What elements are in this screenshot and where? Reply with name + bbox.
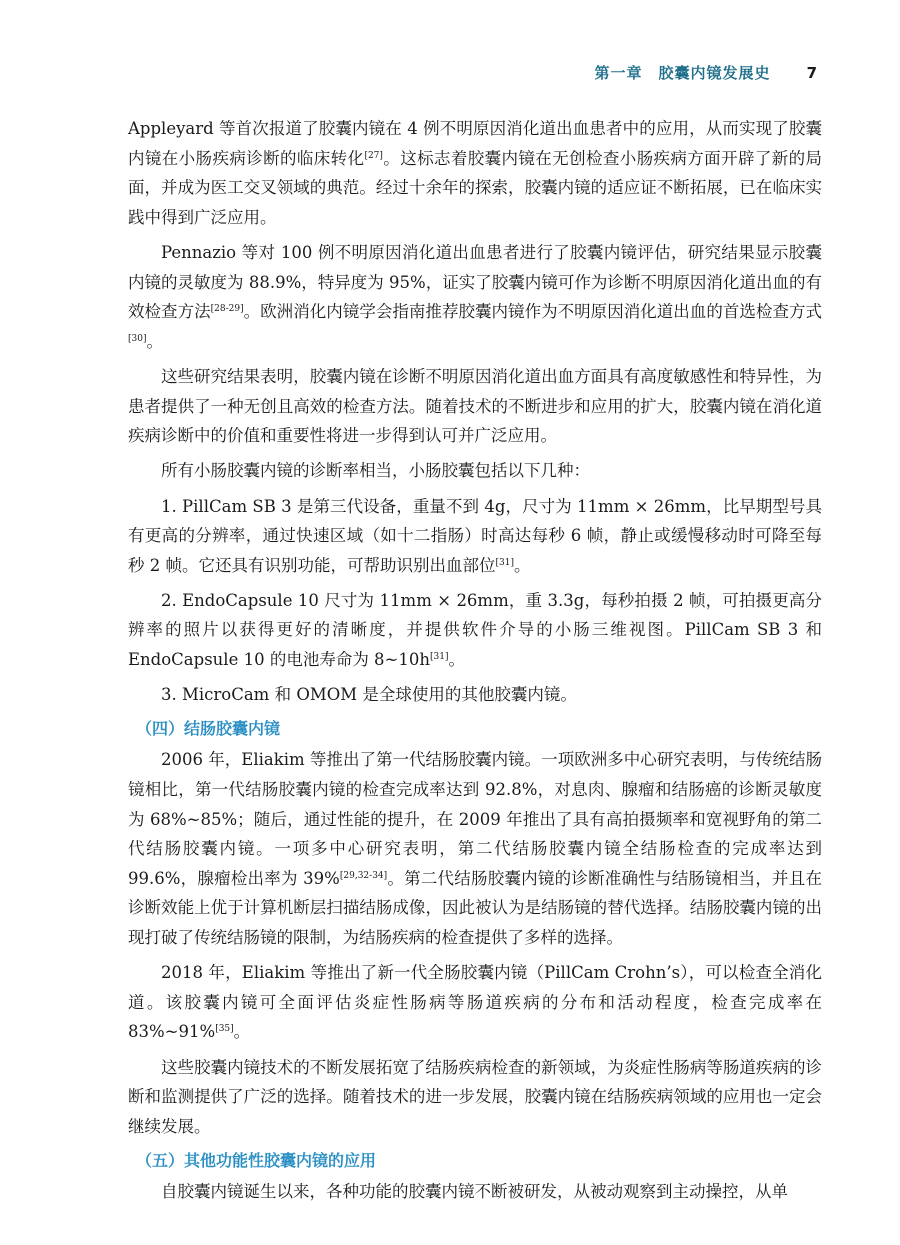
paragraph-text: 3. MicroCam 和 OMOM 是全球使用的其他胶囊内镜。 — [161, 685, 577, 705]
page-body — [128, 114, 822, 1212]
page-number: 7 — [806, 64, 818, 82]
section-heading-colon-capsule: （四）结肠胶囊内镜 — [136, 719, 281, 739]
paragraph — [128, 362, 822, 451]
paragraph — [128, 1053, 822, 1142]
list-item — [128, 586, 822, 675]
chapter-title: 第一章 胶囊内镜发展史 — [594, 64, 771, 82]
paragraph-text: 。这标志着胶囊内镜在无创检查小肠疾病方面开辟了新的局面，并成为医工交叉领域的典范。经过十余年的探索，胶囊内镜的适应证不断拓展，已在临床实践中得到广泛应用。 — [128, 148, 823, 227]
paragraph-text: 2018 年，Eliakim 等推出了新一代全肠胶囊内镜（PillCam Crohn’s），可以检查全消化道。该胶囊内镜可全面评估炎症性肠病等肠道疾病的分布和活动程度，检查完成率在 83%~91% — [128, 963, 822, 1042]
paragraph-text: 所有小肠胶囊内镜的诊断率相当，小肠胶囊包括以下几种： — [161, 461, 590, 481]
paragraph — [128, 958, 822, 1047]
section-heading-other-capsules: （五）其他功能性胶囊内镜的应用 — [136, 1150, 377, 1170]
paragraph — [128, 1177, 822, 1207]
paragraph-text: 1. PillCam SB 3 是第三代设备，重量不到 4g，尺寸为 11mm × 26mm，比早期型号具有更高的分辨率，通过快速区域（如十二指肠）时高达每秒 6 帧，静止或缓慢移动时可降至每秒 2 帧。它还具有识别功能，可帮助识别出血部位 — [128, 496, 822, 575]
paragraph — [128, 238, 822, 356]
paragraph-text: 这些胶囊内镜技术的不断发展拓宽了结肠疾病检查的新领域，为炎症性肠病等肠道疾病的诊断和监测提供了广泛的选择。随着技术的进一步发展，胶囊内镜在结肠疾病领域的应用也一定会继续发展。 — [128, 1057, 822, 1136]
paragraph — [128, 114, 822, 232]
paragraph-text: 2006 年，Eliakim 等推出了第一代结肠胶囊内镜。一项欧洲多中心研究表明，与传统结肠镜相比，第一代结肠胶囊内镜的检查完成率达到 92.8%，对息肉、腺瘤和结肠癌的诊断灵敏度为 68%~85%；随后，通过性能的提升，在 2009 年推出了具有高拍摄频率和宽视野角的第二代结肠胶囊内镜。一项多中心研究表明，第二代结肠胶囊内镜全结肠检查的完成率达到 99.6%，腺瘤检出率为 39% — [128, 750, 822, 888]
paragraph-text: 。 — [513, 555, 531, 575]
paragraph — [128, 456, 822, 486]
paragraph-text: 自胶囊内镜诞生以来，各种功能的胶囊内镜不断被研发，从被动观察到主动操控，从单 — [161, 1181, 788, 1201]
paragraph-text: 这些研究结果表明，胶囊内镜在诊断不明原因消化道出血方面具有高度敏感性和特异性，为患者提供了一种无创且高效的检查方法。随着技术的不断进步和应用的扩大，胶囊内镜在消化道疾病诊断中的价值和重要性将进一步得到认可并广泛应用。 — [128, 366, 822, 446]
paragraph-text: 。欧洲消化内镜学会指南推荐胶囊内镜作为不明原因消化道出血的首选检查方式 — [243, 302, 823, 322]
citation: [27] — [364, 150, 383, 161]
citation: [28-29] — [210, 304, 244, 315]
running-header — [595, 62, 818, 83]
citation: [29,32-34] — [339, 870, 388, 881]
paragraph-text: 。 — [448, 650, 465, 670]
citation: [31] — [430, 652, 449, 663]
paragraph-text: 。 — [146, 331, 163, 351]
paragraph-text: 。第二代结肠胶囊内镜的诊断准确性与结肠镜相当，并且在诊断效能上优于计算机断层扫描结肠成像，因此被认为是结肠镜的替代选择。结肠胶囊内镜的出现打破了传统结肠镜的限制，为结肠疾病的检查提供了多样的选择。 — [128, 868, 823, 947]
citation: [31] — [495, 557, 514, 568]
paragraph-text: 2. EndoCapsule 10 尺寸为 11mm × 26mm，重 3.3g，每秒拍摄 2 帧，可拍摄更高分辨率的照片以获得更好的清晰度，并提供软件介导的小肠三维视图。PillCam SB 3 和 EndoCapsule 10 的电池寿命为 8~10h — [128, 590, 822, 670]
list-item — [128, 680, 822, 710]
list-item — [128, 492, 822, 581]
citation: [35] — [215, 1024, 234, 1035]
paragraph — [128, 745, 822, 952]
citation: [30] — [128, 333, 147, 344]
paragraph-text: Pennazio 等对 100 例不明原因消化道出血患者进行了胶囊内镜评估，研究结果显示胶囊内镜的灵敏度为 88.9%，特异度为 95%，证实了胶囊内镜可作为诊断不明原因消化道出血的有效检查方法 — [128, 242, 822, 322]
paragraph-text: 。 — [233, 1022, 251, 1042]
paragraph-text: Appleyard 等首次报道了胶囊内镜在 4 例不明原因消化道出血患者中的应用，从而实现了胶囊内镜在小肠疾病诊断的临床转化 — [128, 119, 822, 168]
